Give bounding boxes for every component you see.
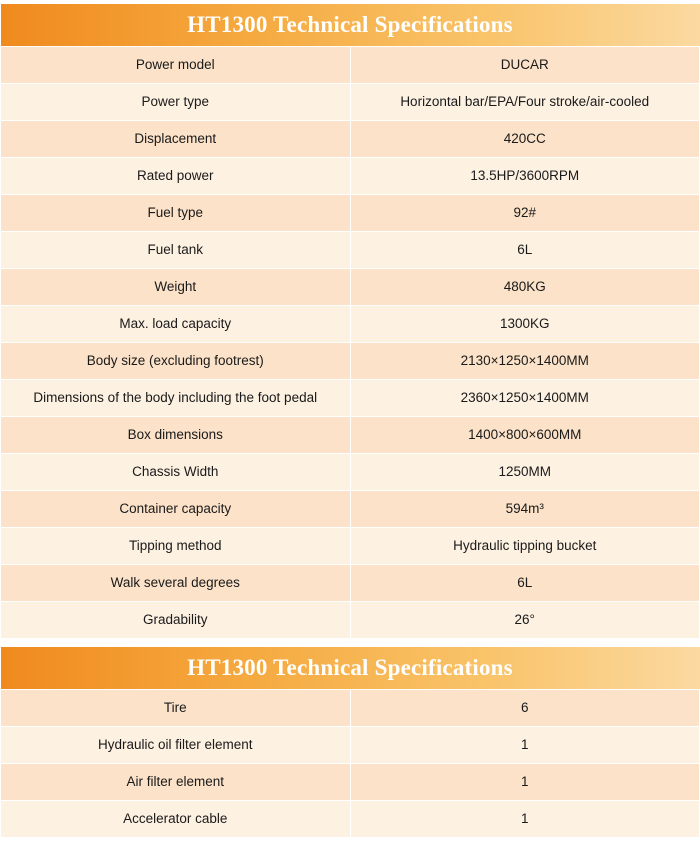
table-row (1, 380, 700, 417)
table-row (1, 454, 700, 491)
table-row (1, 764, 700, 801)
spec-label: Tire (1, 690, 351, 727)
spec-value: 92# (350, 195, 700, 232)
spec-value: 6L (350, 565, 700, 602)
table-row (1, 158, 700, 195)
table-row (1, 528, 700, 565)
spec-value: 2130×1250×1400MM (350, 343, 700, 380)
spec-label: Container capacity (1, 491, 351, 528)
table-row (1, 801, 700, 838)
spec-label: Chassis Width (1, 454, 351, 491)
spec-value: Horizontal bar/EPA/Four stroke/air-cooled (350, 84, 700, 121)
spec-value: DUCAR (350, 47, 700, 84)
spec-label: Tipping method (1, 528, 351, 565)
spec-value: 13.5HP/3600RPM (350, 158, 700, 195)
spec-label: Weight (1, 269, 351, 306)
spec-label: Displacement (1, 121, 351, 158)
spec-label: Walk several degrees (1, 565, 351, 602)
section-divider (0, 639, 700, 647)
table-row (1, 84, 700, 121)
spec-value: 594m³ (350, 491, 700, 528)
page-title: HT1300 Technical Specifications (1, 4, 700, 47)
table-title-row (1, 647, 700, 690)
spec-value: 6L (350, 232, 700, 269)
spec-label: Dimensions of the body including the foot pedal (1, 380, 351, 417)
spec-value: 1400×800×600MM (350, 417, 700, 454)
spec-value: 2360×1250×1400MM (350, 380, 700, 417)
spec-label: Fuel type (1, 195, 351, 232)
spec-table-1 (0, 4, 700, 639)
spec-label: Fuel tank (1, 232, 351, 269)
table-row (1, 417, 700, 454)
spec-label: Body size (excluding footrest) (1, 343, 351, 380)
spec-table-2 (0, 647, 700, 838)
spec-value: 480KG (350, 269, 700, 306)
table-row (1, 727, 700, 764)
spec-label: Gradability (1, 602, 351, 639)
spec-value: 1300KG (350, 306, 700, 343)
spec-value: 6 (350, 690, 700, 727)
spec-label: Max. load capacity (1, 306, 351, 343)
spec-label: Hydraulic oil filter element (1, 727, 351, 764)
spec-label: Air filter element (1, 764, 351, 801)
spec-label: Box dimensions (1, 417, 351, 454)
spec-value: 1 (350, 727, 700, 764)
table-row (1, 602, 700, 639)
spec-label: Power model (1, 47, 351, 84)
table-row (1, 306, 700, 343)
spec-value: 1 (350, 801, 700, 838)
table-row (1, 195, 700, 232)
spec-value: 420CC (350, 121, 700, 158)
table-row (1, 47, 700, 84)
table-row (1, 121, 700, 158)
spec-value: 1 (350, 764, 700, 801)
table-title-row (1, 4, 700, 47)
table-row (1, 343, 700, 380)
table-row (1, 690, 700, 727)
spec-label: Rated power (1, 158, 351, 195)
spec-value: Hydraulic tipping bucket (350, 528, 700, 565)
table-row (1, 232, 700, 269)
spec-value: 26° (350, 602, 700, 639)
table-row (1, 269, 700, 306)
table-row (1, 565, 700, 602)
spec-label: Accelerator cable (1, 801, 351, 838)
table-row (1, 491, 700, 528)
spec-label: Power type (1, 84, 351, 121)
spec-value: 1250MM (350, 454, 700, 491)
page-title-secondary: HT1300 Technical Specifications (1, 647, 700, 690)
